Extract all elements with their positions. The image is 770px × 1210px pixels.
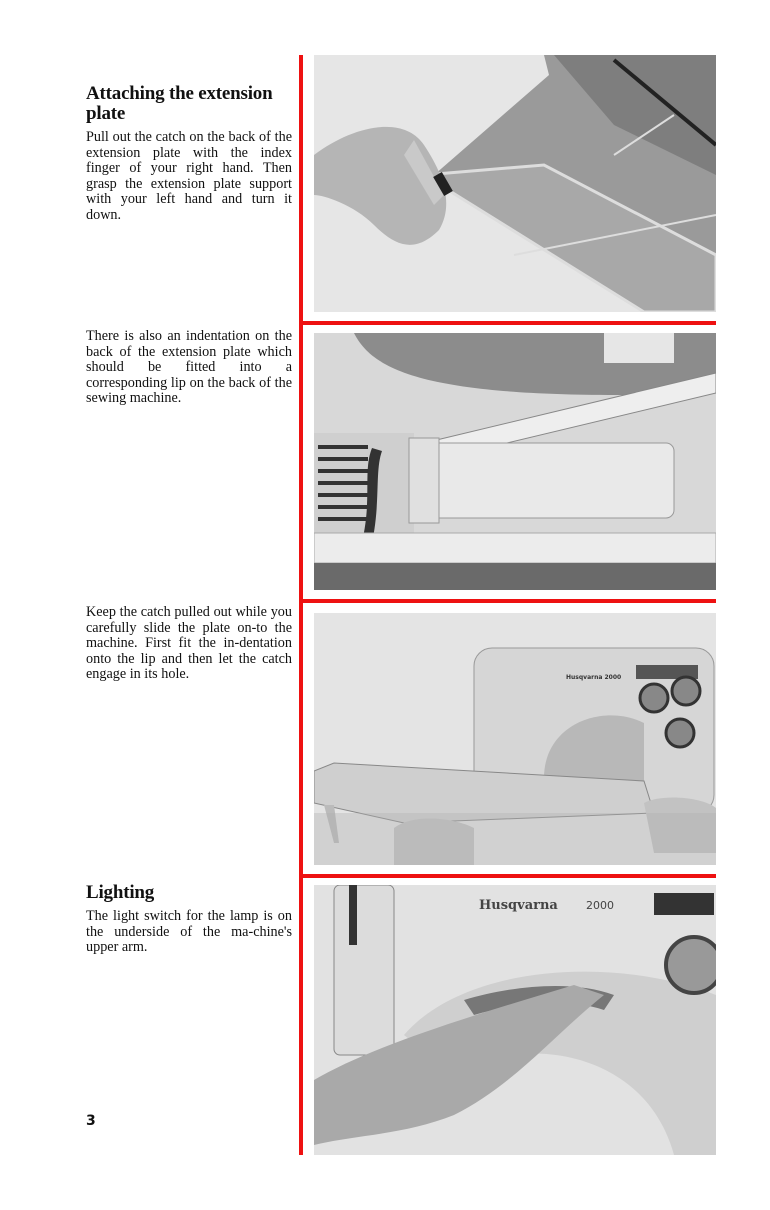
section-lighting: [86, 883, 292, 956]
light-switch-illustration: [314, 885, 716, 1155]
sliding-plate-illustration: [314, 613, 716, 865]
hand-plate-illustration: [314, 55, 716, 312]
section-attaching-extension-plate: [86, 84, 292, 223]
red-horizontal-rule: [302, 599, 716, 603]
photo-sliding-plate-on: [314, 613, 716, 865]
section-slide-plate: [86, 605, 292, 683]
machine-brand-label: Husqvarna: [479, 898, 558, 913]
section-paragraph: There is also an indentation on the back of the extension plate which should be fitted into a corresponding lip on the back of the sewing machine.: [86, 328, 292, 406]
section-indentation: [86, 329, 292, 407]
red-vertical-rule: [299, 55, 303, 1155]
machine-model-label: 2000: [586, 899, 614, 912]
red-horizontal-rule: [302, 874, 716, 878]
section-paragraph: Pull out the catch on the back of the extension plate with the index finger of your right hand. Then grasp the extension plate support with your left hand and turn it down.: [86, 129, 292, 223]
section-heading: Attaching the extension plate: [86, 83, 273, 124]
photo-extension-plate-catch: [314, 55, 716, 312]
machine-back-illustration: [314, 333, 716, 590]
section-paragraph: Keep the catch pulled out while you carefully slide the plate on-to the machine. First fit the in-dentation onto the lip and then let the catch engage in its hole.: [86, 604, 292, 682]
section-paragraph: The light switch for the lamp is on the underside of the ma-chine's upper arm.: [86, 908, 292, 955]
photo-plate-on-machine-back: [314, 333, 716, 590]
page-number: 3: [86, 1113, 96, 1129]
photo-light-switch: [314, 885, 716, 1155]
section-heading: Lighting: [86, 882, 155, 903]
red-horizontal-rule: [302, 321, 716, 325]
machine-brand-label: Husqvarna 2000: [566, 674, 622, 681]
